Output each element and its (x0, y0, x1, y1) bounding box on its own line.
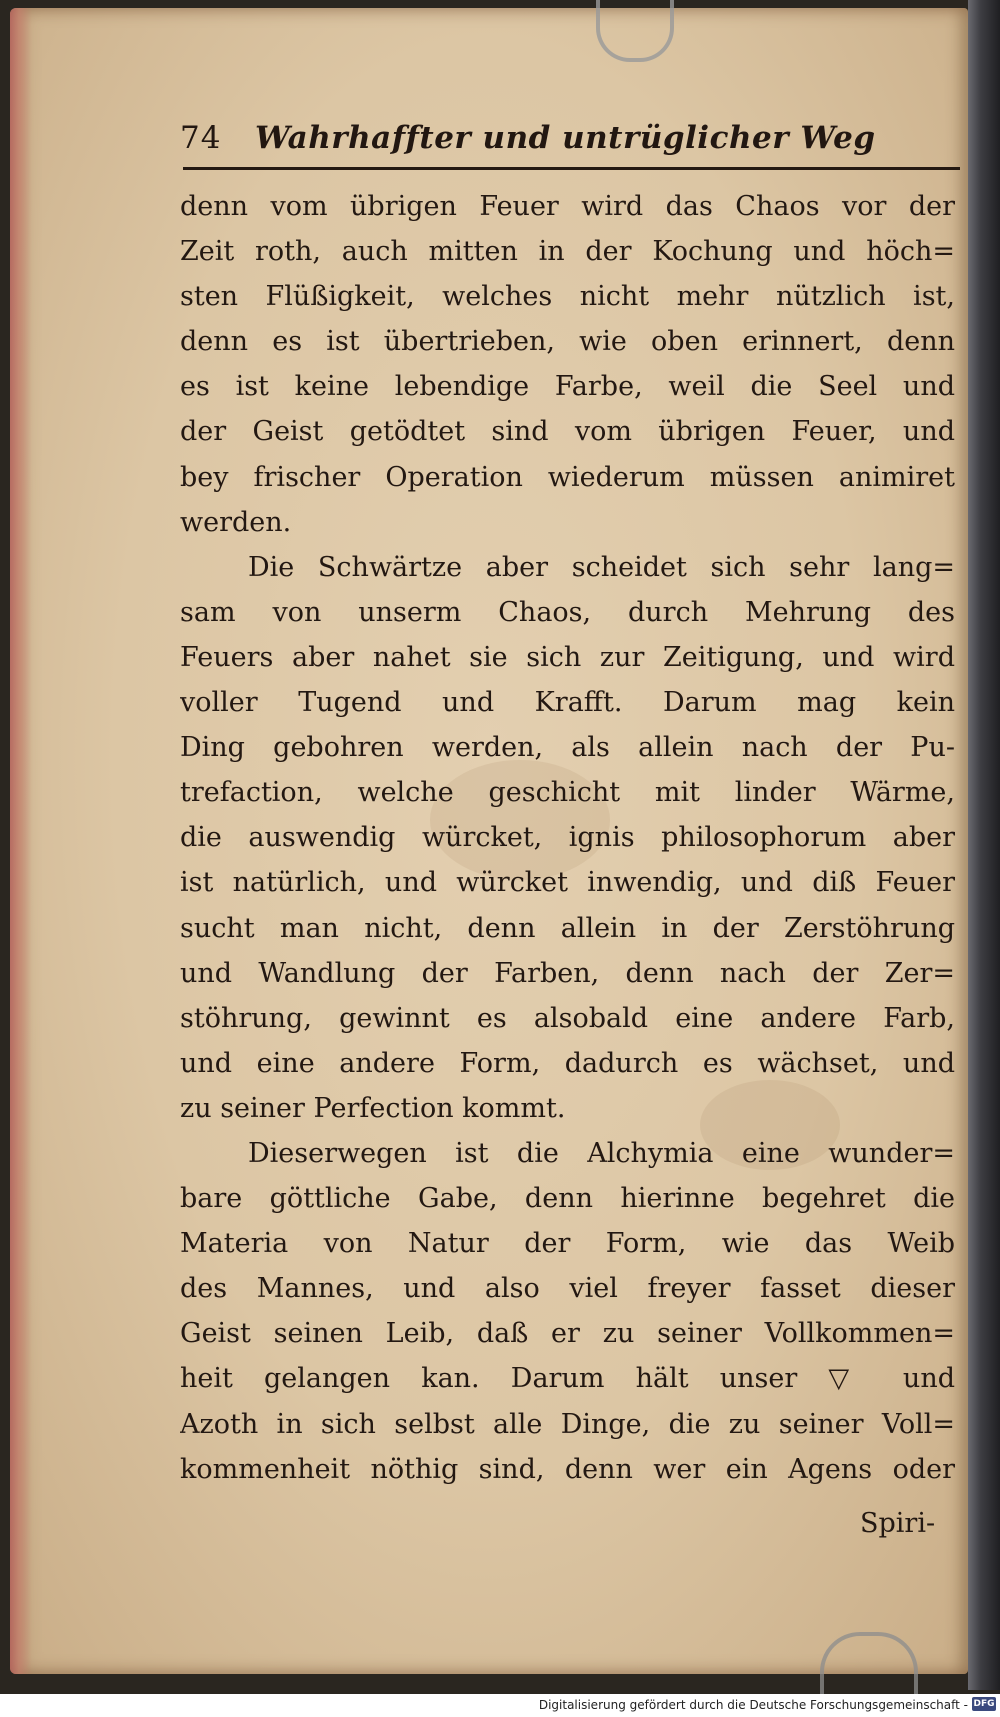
text-line: voller Tugend und Krafft. Darum mag kein (180, 687, 955, 719)
text-line: Ding gebohren werden, als allein nach der Pu- (180, 732, 955, 764)
text-line: ist natürlich, und würcket inwendig, und diß Feuer (180, 867, 955, 899)
text-line: kommenheit nöthig sind, denn wer ein Agens oder (180, 1453, 955, 1485)
text-line: die auswendig würcket, ignis philosophorum aber (180, 822, 955, 854)
header-rule (183, 167, 960, 170)
catchword: Spiri- (860, 1508, 936, 1539)
footer-credit: Digitalisierung gefördert durch die Deutsche Forschungsgemeinschaft - (538, 1698, 968, 1712)
text-line: es ist keine lebendige Farbe, weil die Seel und (180, 371, 955, 403)
text-line: Dieserwegen ist die Alchymia eine wunder= (248, 1137, 955, 1169)
text-line: Geist seinen Leib, daß er zu seiner Vollkommen= (180, 1318, 955, 1350)
text-line: sam von unserm Chaos, durch Mehrung des (180, 596, 955, 628)
text-line: Zeit roth, auch mitten in der Kochung und höch= (180, 236, 955, 268)
body-text (180, 184, 955, 1492)
text-line: denn vom übrigen Feuer wird das Chaos vor der (180, 191, 955, 222)
red-page-edge (10, 8, 32, 1674)
text-line: sten Flüßigkeit, welches nicht mehr nützlich ist, (180, 281, 955, 313)
text-line: Die Schwärtze aber scheidet sich sehr lang= (248, 551, 955, 583)
text-line: und Wandlung der Farben, denn nach der Zer= (180, 957, 955, 989)
text-line: bare göttliche Gabe, denn hierinne begehret die (180, 1183, 955, 1215)
text-line: heit gelangen kan. Darum hält unser ▽ und (180, 1363, 955, 1395)
text-line: sucht man nicht, denn allein in der Zerstöhrung (180, 912, 955, 944)
text-line: Azoth in sich selbst alle Dinge, die zu seiner Voll= (180, 1408, 955, 1440)
page-header (180, 120, 960, 168)
page-clip-top (596, 0, 674, 62)
digitization-footer (0, 1694, 1000, 1717)
page-number: 74 (180, 120, 222, 156)
text-line: denn es ist übertrieben, wie oben erinnert, denn (180, 326, 955, 358)
text-line: zu seiner Perfection kommt. (180, 1092, 566, 1124)
text-line: der Geist getödtet sind vom übrigen Feuer, und (180, 416, 955, 448)
book-binding-edge (968, 0, 1000, 1690)
text-line: Materia von Natur der Form, wie das Weib (180, 1228, 955, 1260)
text-line: werden. (180, 506, 292, 538)
text-line: Feuers aber nahet sie sich zur Zeitigung, und wird (180, 641, 955, 673)
running-title: Wahrhaffter und untrüglicher Weg (255, 120, 876, 156)
text-line: stöhrung, gewinnt es alsobald eine andere Farb, (180, 1002, 955, 1034)
text-line: des Mannes, und also viel freyer fasset dieser (180, 1273, 955, 1305)
dfg-logo: DFG (973, 1699, 995, 1709)
text-line: bey frischer Operation wiederum müssen animiret (180, 461, 955, 493)
text-line: und eine andere Form, dadurch es wächset, und (180, 1047, 955, 1079)
text-line: trefaction, welche geschicht mit linder Wärme, (180, 777, 955, 809)
